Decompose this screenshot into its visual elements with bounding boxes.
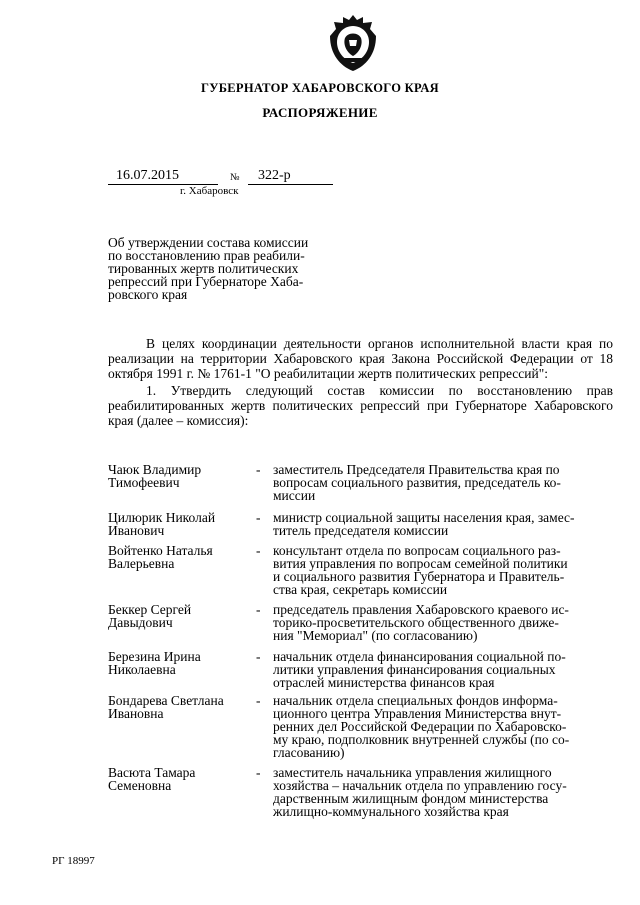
member-position-line: министр социальной защиты населения края, замес- bbox=[273, 510, 575, 525]
member-position-line: титель председателя комиссии bbox=[273, 523, 449, 538]
subject-line: Об утверждении состава комиссии bbox=[108, 235, 309, 250]
member-position-line: литики управления финансирования социальных bbox=[273, 662, 556, 677]
member-position-line: вития управления по вопросам семейной политики bbox=[273, 556, 568, 571]
member-dash: - bbox=[256, 649, 261, 664]
member-position-line: гласованию) bbox=[273, 745, 345, 760]
member-position-line: ства края, секретарь комиссии bbox=[273, 582, 448, 597]
member-name bbox=[108, 694, 258, 720]
member-dash: - bbox=[256, 510, 261, 525]
member-position bbox=[273, 544, 613, 596]
subject-line: по восстановлению прав реабили- bbox=[108, 248, 305, 263]
member-position-line: ния "Мемориал" (по согласованию) bbox=[273, 628, 478, 643]
member-position-line: консультант отдела по вопросам социального раз- bbox=[273, 543, 561, 558]
member-position-line: дарственным жилищным фондом министерства bbox=[273, 791, 549, 806]
member-name-line: Тимофеевич bbox=[108, 475, 180, 490]
member-name bbox=[108, 511, 258, 537]
date-number-line bbox=[108, 168, 338, 186]
member-name-line: Валерьевна bbox=[108, 556, 175, 571]
member-position-line: торико-просветительского общественного движе- bbox=[273, 615, 559, 630]
document-city: г. Хабаровск bbox=[180, 185, 239, 197]
member-name-line: Беккер Сергей bbox=[108, 602, 192, 617]
member-name-line: Березина Ирина bbox=[108, 649, 201, 664]
member-position-line: ционного центра Управления Министерства внут- bbox=[273, 706, 562, 721]
member-position-line: хозяйства – начальник отдела по управлению госу- bbox=[273, 778, 567, 793]
coat-of-arms-icon bbox=[328, 14, 378, 72]
member-position-line: му краю, подполковник внутренней службы (по со- bbox=[273, 732, 570, 747]
member-position-line: заместитель начальника управления жилищного bbox=[273, 765, 552, 780]
member-position bbox=[273, 694, 613, 759]
subject-line: тированных жертв политических bbox=[108, 261, 299, 276]
subject-line: ровского края bbox=[108, 287, 188, 302]
member-name-line: Давыдович bbox=[108, 615, 173, 630]
member-name-line: Цилюрик Николай bbox=[108, 510, 216, 525]
member-name-line: Семеновна bbox=[108, 778, 172, 793]
member-position-line: вопросам социального развития, председатель ко- bbox=[273, 475, 561, 490]
member-name bbox=[108, 766, 258, 792]
member-name bbox=[108, 603, 258, 629]
member-position-line: председатель правления Хабаровского краевого ис- bbox=[273, 602, 569, 617]
body-paragraph: В целях координации деятельности органов исполнительной власти края по реализации на территории Хабаровского края Закона Российской Федерации от 18 октября 1991 г. № 1761-1 "О реабилитации жертв политических репрессий": bbox=[108, 336, 613, 381]
member-name-line: Васюта Тамара bbox=[108, 765, 196, 780]
member-position-line: начальник отдела специальных фондов информа- bbox=[273, 693, 558, 708]
member-dash: - bbox=[256, 765, 261, 780]
member-name-line: Чаюк Владимир bbox=[108, 462, 202, 477]
footer-registration-code: РГ 18997 bbox=[52, 855, 95, 867]
number-sign: № bbox=[230, 172, 240, 183]
document-body bbox=[108, 336, 613, 430]
member-position bbox=[273, 511, 613, 537]
member-position bbox=[273, 463, 613, 502]
issuer-title: ГУБЕРНАТОР ХАБАРОВСКОГО КРАЯ bbox=[200, 81, 440, 95]
member-position-line: ренних дел Российской Федерации по Хабаровско- bbox=[273, 719, 567, 734]
member-name-line: Ивановна bbox=[108, 706, 164, 721]
member-dash: - bbox=[256, 693, 261, 708]
member-name bbox=[108, 544, 258, 570]
document-date: 16.07.2015 bbox=[116, 168, 179, 183]
member-position-line: начальник отдела финансирования социальной по- bbox=[273, 649, 566, 664]
subject-line: репрессий при Губернаторе Хаба- bbox=[108, 274, 304, 289]
member-position bbox=[273, 603, 613, 642]
number-underline bbox=[248, 184, 333, 185]
member-name-line: Войтенко Наталья bbox=[108, 543, 213, 558]
member-position-line: жилищно-коммунального хозяйства края bbox=[273, 804, 509, 819]
member-dash: - bbox=[256, 462, 261, 477]
member-position bbox=[273, 650, 613, 689]
member-name bbox=[108, 650, 258, 676]
body-paragraph: 1. Утвердить следующий состав комиссии по восстановлению прав реабилитированных жертв политических репрессий при Губернаторе Хабаровского края (далее – комиссия): bbox=[108, 383, 613, 428]
document-number: 322-р bbox=[258, 168, 291, 183]
member-name-line: Бондарева Светлана bbox=[108, 693, 224, 708]
member-name-line: Николаевна bbox=[108, 662, 176, 677]
member-position-line: миссии bbox=[273, 488, 316, 503]
member-name-line: Иванович bbox=[108, 523, 165, 538]
member-position bbox=[273, 766, 613, 818]
document-subject bbox=[108, 236, 368, 301]
member-position-line: заместитель Председателя Правительства края по bbox=[273, 462, 560, 477]
document-type: РАСПОРЯЖЕНИЕ bbox=[262, 105, 378, 120]
member-name bbox=[108, 463, 258, 489]
member-position-line: и социального развития Губернатора и Правитель- bbox=[273, 569, 565, 584]
member-dash: - bbox=[256, 543, 261, 558]
member-dash: - bbox=[256, 602, 261, 617]
member-position-line: отраслей министерства финансов края bbox=[273, 675, 495, 690]
